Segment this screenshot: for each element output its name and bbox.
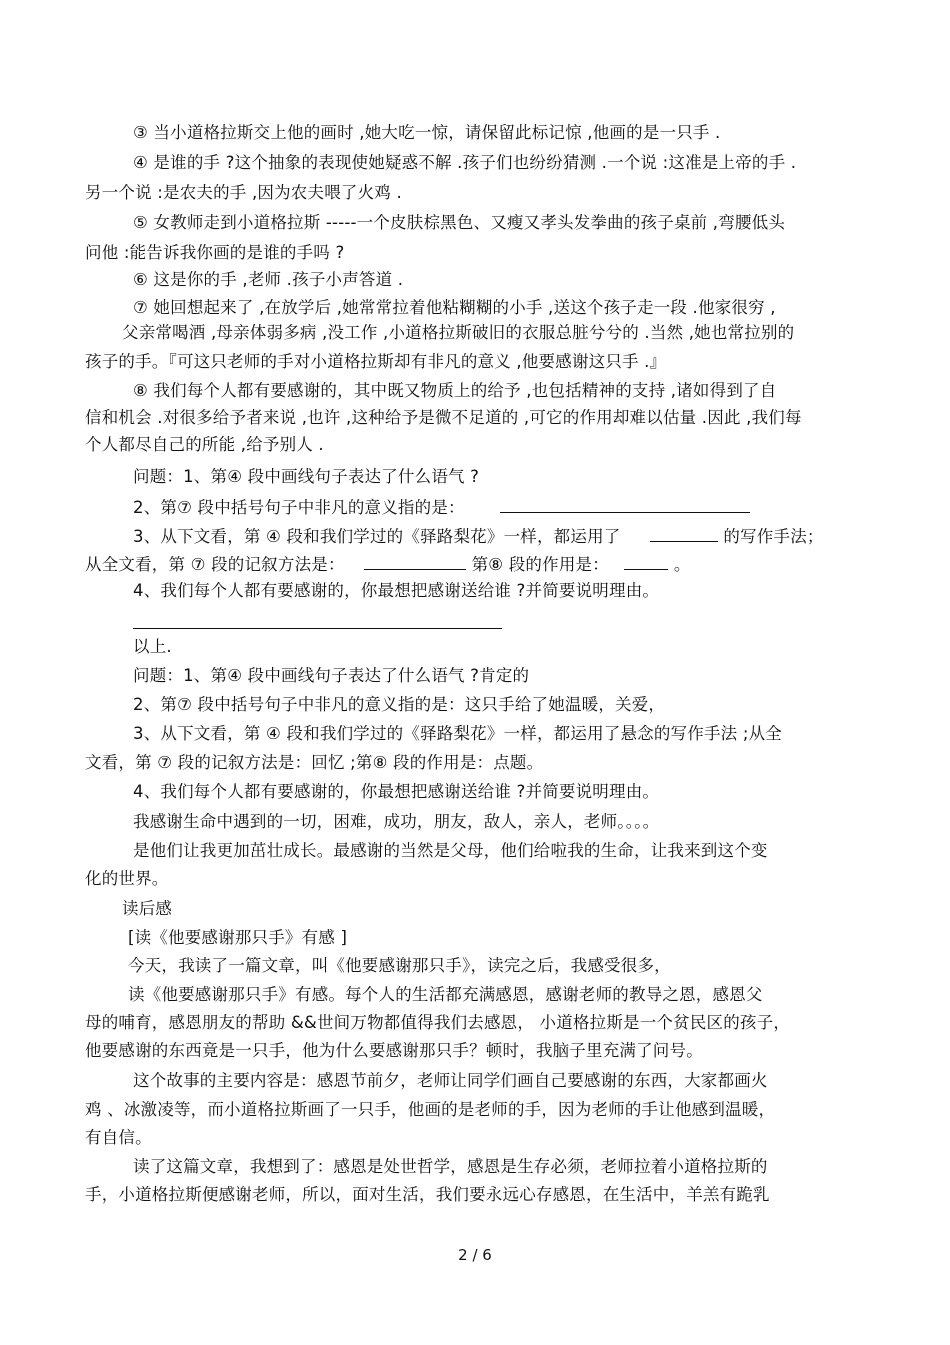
paragraph-5-line-2: 问他 :能告诉我你画的是谁的手吗 ? — [85, 243, 345, 262]
essay-line-7: 有自信。 — [85, 1128, 152, 1147]
answer-blank — [624, 551, 668, 570]
essay-line-3: 母的哺育，感恩朋友的帮助 &&世间万物都值得我们去感恩， 小道格拉斯是一个贫民区的孩子， — [85, 1013, 791, 1032]
question-3-text: 3、从下文看，第 ④ 段和我们学过的《驿路梨花》一样，都运用了 — [133, 527, 621, 546]
essay-line-6: 鸡 、冰激凌等，而小道格拉斯画了一只手，他画的是老师的手，因为老师的手让他感到温暖， — [85, 1100, 776, 1119]
paragraph-7-line-3: 孩子的手。『可这只老师的手对小道格拉斯却有非凡的意义 ,他要感谢这只手 .』 — [85, 352, 667, 371]
question-3-suffix: 的写作手法； — [723, 527, 824, 546]
paragraph-6: ⑥ 这是你的手 ,老师 .孩子小声答道 . — [133, 270, 404, 289]
answer-4: 4、我们每个人都有要感谢的，你最想把感谢送给谁 ?并简要说明理由。 — [133, 782, 660, 801]
question-1: 问题：1、第④ 段中画线句子表达了什么语气 ? — [133, 467, 480, 486]
essay-line-8: 读了这篇文章，我想到了：感恩是处世哲学，感恩是生存必须，老师拉着小道格拉斯的 — [133, 1157, 768, 1176]
paragraph-7-line-2: 父亲常喝酒 ,母亲体弱多病 ,没工作 ,小道格拉斯破旧的衣服总脏兮兮的 .当然 ,她也常拉别的 — [122, 323, 795, 342]
essay-line-9: 手，小道格拉斯便感谢老师，所以，面对生活，我们要永远心存感恩，在生活中，羊羔有跪乳 — [85, 1185, 770, 1204]
question-3-line-1 — [133, 523, 824, 548]
question-3-line-2-text: 从全文看，第 ⑦ 段的记叙方法是： — [85, 555, 345, 574]
page-number: 2 / 6 — [458, 1246, 492, 1264]
answers-intro: 以上. — [133, 637, 172, 656]
answer-3-line-2: 文看，第 ⑦ 段的记叙方法是：回忆 ;第⑧ 段的作用是：点题。 — [85, 753, 544, 772]
question-3-line-2-mid: 第⑧ 段的作用是： — [471, 555, 609, 574]
paragraph-4-line-2: 另一个说 :是农夫的手 ,因为农夫喂了火鸡 . — [85, 183, 402, 202]
essay-line-2: 读《他要感谢那只手》有感。每个人的生活都充满感恩，感谢老师的教导之恩，感恩父 — [128, 985, 763, 1004]
essay-line-5: 这个故事的主要内容是：感恩节前夕，老师让同学们画自己要感谢的东西，大家都画火 — [133, 1071, 768, 1090]
answer-4-line-2: 我感谢生命中遇到的一切，困难，成功，朋友，敌人，亲人，老师。。。。 — [133, 812, 660, 831]
question-3-line-2 — [85, 551, 691, 576]
paragraph-7-line-1: ⑦ 她回想起来了 ,在放学后 ,她常常拉着他粘糊糊的小手 ,送这个孩子走一段 .他家很穷 , — [133, 298, 776, 317]
paragraph-8-line-3: 个人都尽自己的所能 ,给予别人 . — [85, 435, 324, 454]
paragraph-5-line-1: ⑤ 女教师走到小道格拉斯 -----一个皮肤棕黑色、又瘦又孝头发拳曲的孩子桌前 ,弯腰低头 — [133, 213, 786, 232]
answer-4-line-4: 化的世界。 — [85, 869, 169, 888]
answer-blank — [500, 494, 750, 513]
question-2 — [133, 494, 750, 519]
essay-line-1: 今天，我读了一篇文章，叫《他要感谢那只手》，读完之后，我感受很多， — [128, 956, 671, 975]
question-3-line-2-end: 。 — [673, 555, 691, 574]
paragraph-8-line-1: ⑧ 我们每个人都有要感谢的，其中既又物质上的给予 ,也包括精神的支持 ,诸如得到了自 — [133, 381, 777, 400]
answer-1: 问题：1、第④ 段中画线句子表达了什么语气 ?肯定的 — [133, 666, 530, 685]
answer-3-line-1: 3、从下文看，第 ④ 段和我们学过的《驿路梨花》一样，都运用了悬念的写作手法 ;从全 — [133, 724, 782, 743]
answer-line — [133, 628, 502, 629]
answer-blank — [650, 523, 718, 542]
paragraph-4-line-1: ④ 是谁的手 ?这个抽象的表现使她疑惑不解 .孩子们也纷纷猜测 .一个说 :这准是上帝的手 . — [133, 153, 797, 172]
essay-title: [读《他要感谢那只手》有感 ] — [128, 928, 348, 947]
essay-line-4: 他要感谢的东西竟是一只手，他为什么要感谢那只手？顿时，我脑子里充满了问号。 — [85, 1041, 703, 1060]
answer-2: 2、第⑦ 段中括号句子中非凡的意义指的是：这只手给了她温暖，关爱， — [133, 695, 666, 714]
answer-blank — [364, 551, 466, 570]
paragraph-3: ③ 当小道格拉斯交上他的画时 ,她大吃一惊，请保留此标记惊 ,他画的是一只手 . — [133, 123, 721, 142]
essay-heading: 读后感 — [122, 899, 173, 918]
answer-4-line-3: 是他们让我更加茁壮成长。最感谢的当然是父母，他们给啦我的生命，让我来到这个变 — [133, 841, 768, 860]
question-2-text: 2、第⑦ 段中括号句子中非凡的意义指的是： — [133, 498, 465, 517]
question-4: 4、我们每个人都有要感谢的，你最想把感谢送给谁 ?并简要说明理由。 — [133, 581, 660, 600]
paragraph-8-line-2: 信和机会 .对很多给予者来说 ,也许 ,这种给予是微不足道的 ,可它的作用却难以估量 .因此 ,我们每 — [85, 408, 802, 427]
